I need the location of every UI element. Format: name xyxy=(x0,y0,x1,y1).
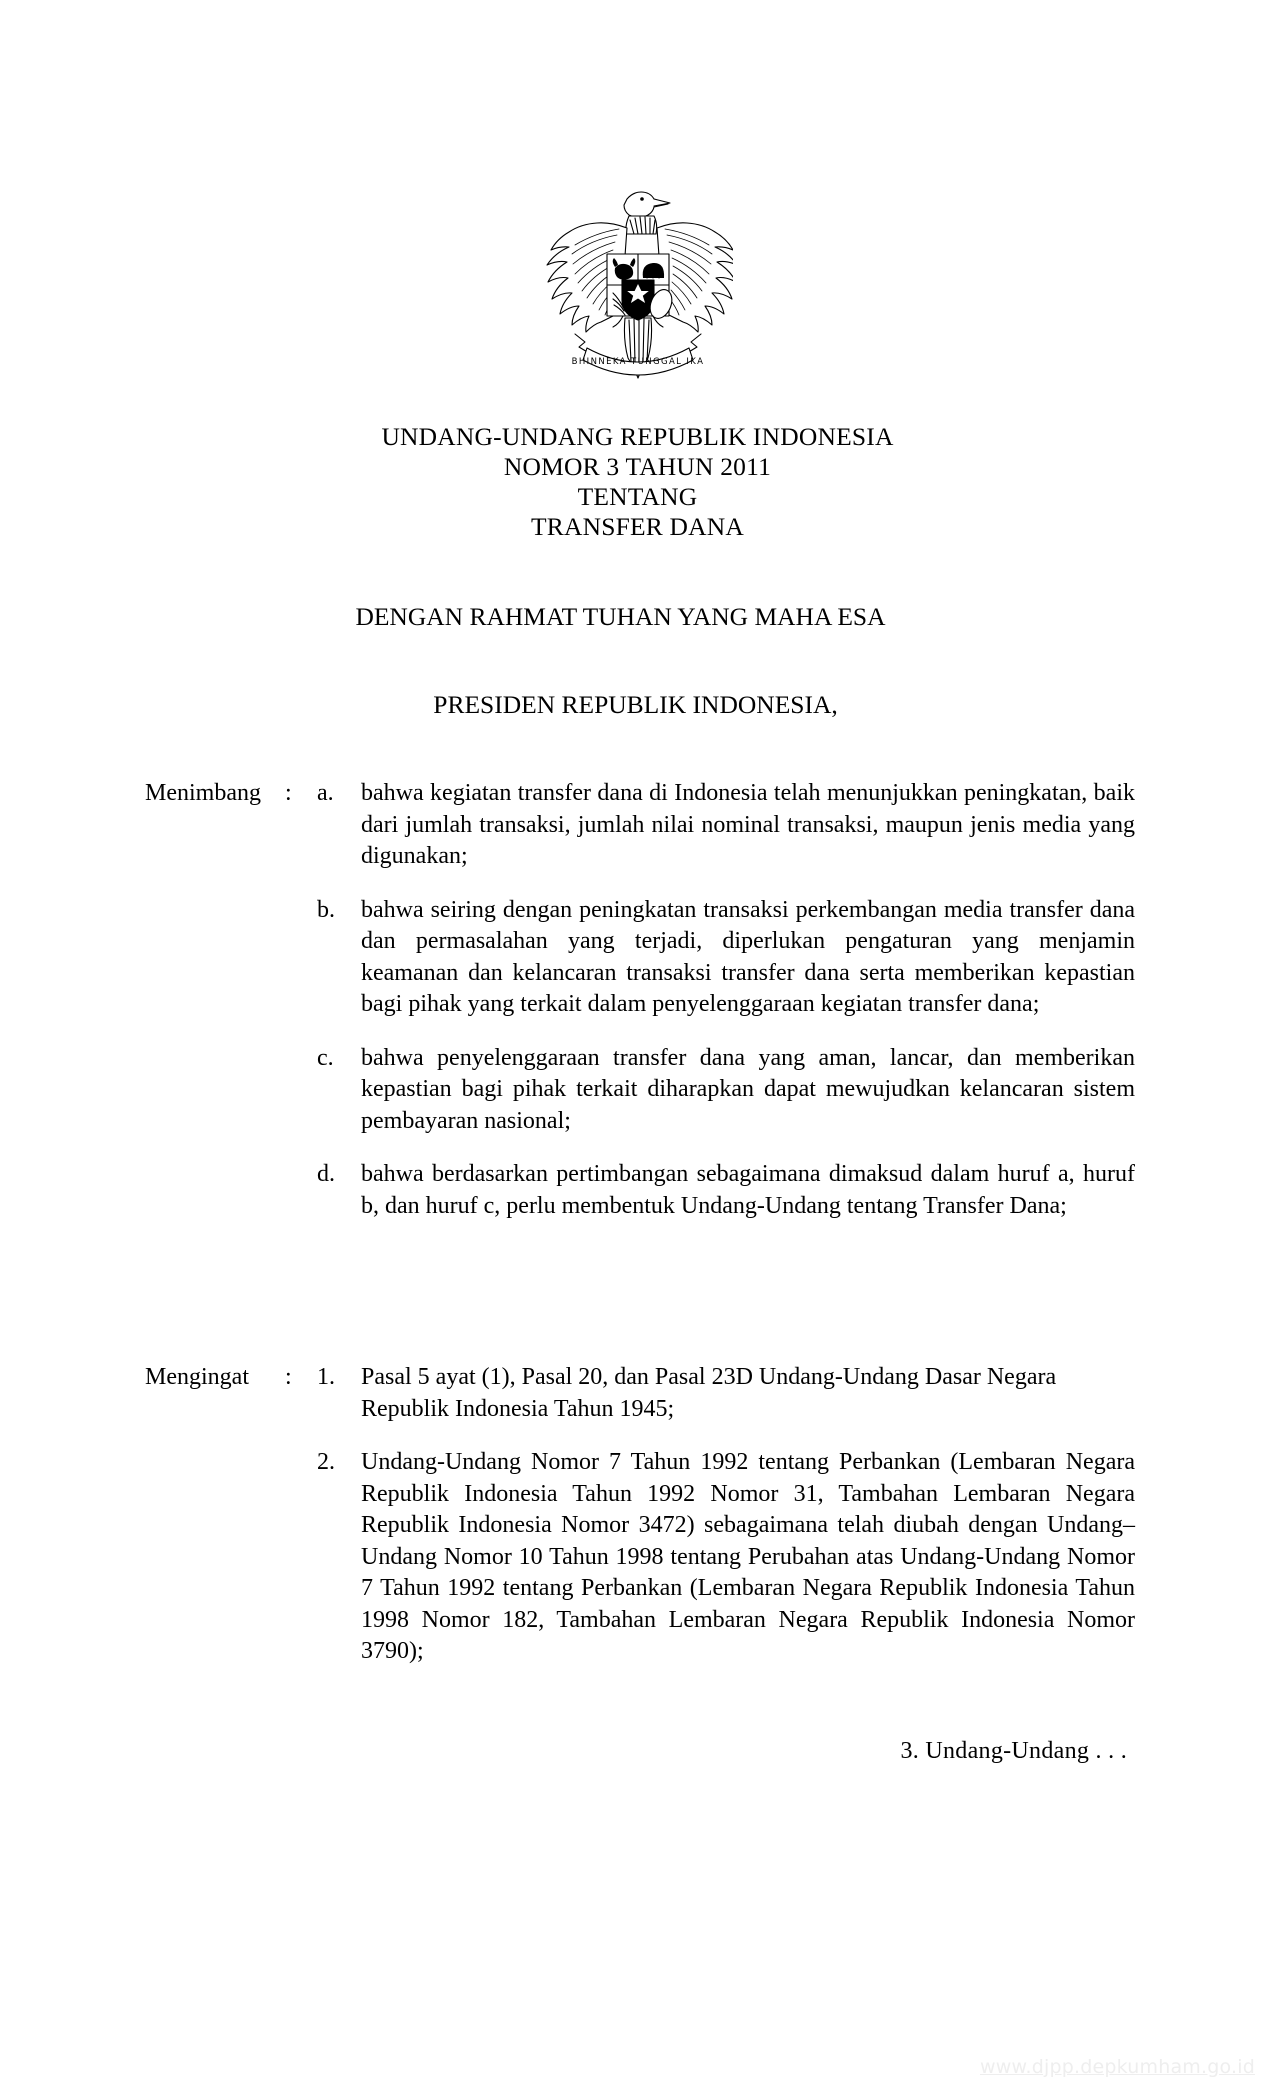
clause-item xyxy=(145,1362,1135,1425)
page-continuation-note: 3. Undang-Undang . . . xyxy=(900,1738,1127,1764)
title-line-3: TENTANG xyxy=(577,482,698,511)
document-title-block xyxy=(0,422,1275,542)
source-watermark: www.djpp.depkumham.go.id xyxy=(980,2056,1255,2078)
mengingat-colon: : xyxy=(285,1364,292,1390)
garuda-pancasila-emblem xyxy=(543,168,733,396)
clause-marker-1: 1. xyxy=(317,1364,335,1390)
clause-item xyxy=(145,778,1135,873)
menimbang-section xyxy=(145,778,1135,1222)
clause-text-1: Pasal 5 ayat (1), Pasal 20, dan Pasal 23D Undang-Undang Dasar Negara Republik Indonesia Tahun 1945; xyxy=(361,1364,1057,1422)
clause-item xyxy=(145,1447,1135,1668)
blessing-line: DENGAN RAHMAT TUHAN YANG MAHA ESA xyxy=(355,602,886,631)
title-line-2: NOMOR 3 TAHUN 2011 xyxy=(503,452,772,481)
emblem-container xyxy=(0,168,1275,396)
clause-marker-a: a. xyxy=(317,780,334,806)
clause-item xyxy=(145,1043,1135,1138)
mengingat-section xyxy=(145,1362,1135,1668)
clause-item xyxy=(145,895,1135,1021)
clause-marker-b: b. xyxy=(317,896,335,923)
clause-text-2: Undang-Undang Nomor 7 Tahun 1992 tentang Perbankan (Lembaran Negara Republik Indonesia Tahun 1992 Nomor 31, Tambahan Lembaran Negara Republik Indonesia Nomor 3472) sebagaimana telah diubah dengan Undang–Undang Nomor 10 Tahun 1998 tentang Perubahan atas Undang-Undang Nomor 7 Tahun 1992 tentang Perbankan (Lembaran Negara Republik Indonesia Tahun 1998 Nomor 182, Tambahan Lembaran Negara Republik Indonesia Nomor 3790); xyxy=(361,1449,1135,1664)
clause-text-d: bahwa berdasarkan pertimbangan sebagaimana dimaksud dalam huruf a, huruf b, dan huruf c, perlu membentuk Undang-Undang tentang Transfer Dana; xyxy=(361,1161,1135,1219)
mengingat-label: Mengingat xyxy=(145,1364,249,1390)
clause-marker-d: d. xyxy=(317,1161,335,1187)
clause-marker-2: 2. xyxy=(317,1449,335,1475)
clause-text-c: bahwa penyelenggaraan transfer dana yang aman, lancar, dan memberikan kepastian bagi pihak terkait diharapkan dapat mewujudkan kelancaran sistem pembayaran nasional; xyxy=(361,1044,1135,1134)
menimbang-colon: : xyxy=(285,780,292,806)
clause-marker-c: c. xyxy=(317,1044,334,1071)
title-line-1: UNDANG-UNDANG REPUBLIK INDONESIA xyxy=(381,422,894,451)
authority-line: PRESIDEN REPUBLIK INDONESIA, xyxy=(433,690,838,719)
menimbang-label: Menimbang xyxy=(145,780,261,806)
clause-item xyxy=(145,1159,1135,1222)
clause-text-a: bahwa kegiatan transfer dana di Indonesia telah menunjukkan peningkatan, baik dari jumlah transaksi, jumlah nilai nominal transaksi, maupun jenis media yang digunakan; xyxy=(361,780,1135,869)
title-line-4: TRANSFER DANA xyxy=(531,512,744,541)
clause-text-b: bahwa seiring dengan peningkatan transaksi perkembangan media transfer dana dan permasalahan yang terjadi, diperlukan pengaturan yang menjamin keamanan dan kelancaran transaksi transfer dana serta memberikan kepastian bagi pihak yang terkait dalam penyelenggaraan kegiatan transfer dana; xyxy=(361,896,1135,1017)
svg-text:BHINNEKA TUNGGAL IKA: BHINNEKA TUNGGAL IKA xyxy=(571,357,704,367)
